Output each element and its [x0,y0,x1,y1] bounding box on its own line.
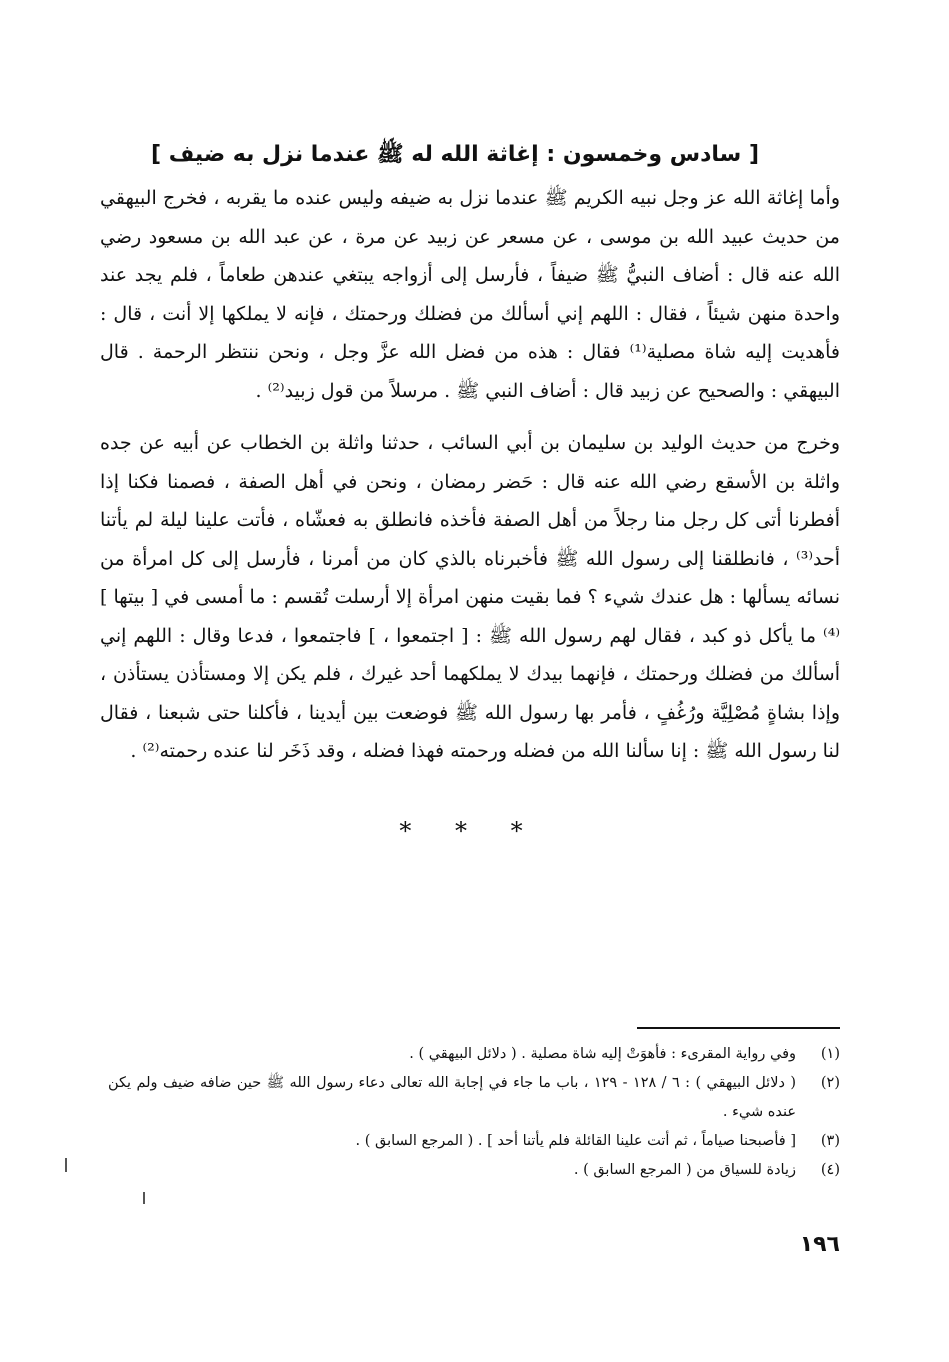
scan-mark [65,1158,67,1172]
chapter-title: [ سادس وخمسون : إغاثة الله له ﷺ عندما نزل به ضيف ] [150,142,759,167]
section-separator: * * * [399,816,541,845]
footnote-number: (٤) [820,1162,840,1178]
footnote-number: (١) [820,1046,840,1062]
page-number: ١٩٦ [799,1232,840,1257]
paragraph-2: وخرج من حديث الوليد بن سليمان بن أبي السائب ، حدثنا واثلة بن الخطاب عن أبيه عن جده واثلة بن الأسقع رضي الله عنه قال : حَضر رمضان ، ونحن في أهل الصفة ، فصمنا فكنا إذا أفطرنا أتى كل رجل منا رجلاً من أهل الصفة فأخذه فانطلق به فعشّاه ، فأتت علينا ليلة لم يأتنا أحد⁽³⁾ ، فانطلقنا إلى رسول الله ﷺ فأخبرناه بالذي كان من أمرنا ، فأرسل إلى كل امرأة من نسائه يسألها : هل عندك شيء ؟ فما بقيت منهن امرأة إلا أرسلت تُقسم : ما أمسى في [ بيتها ]⁽⁴⁾ ما يأكل ذو كبد ، فقال لهم رسول الله ﷺ : [ اجتمعوا ، ] فاجتمعوا ، فدعا وقال : اللهم إني أسألك من فضلك ورحمتك ، فإنهما بيدك لا يملكهما أحد غيرك ، فلم يكن إلا ومستأذن يستأذن ، وإذا بشاةٍ مُصْلِيَّة ورُغُفٍ ، فأمر بها رسول الله ﷺ فوضعت بين أيدينا ، فأكلنا حتى شبعنا ، فقال لنا رسول الله ﷺ : إنا سألنا الله من فضله ورحمته فهذا فضله ، وقد ذَخَر لنا عنده رحمته⁽²⁾ . [100,432,840,762]
footnote-number: (٣) [820,1133,840,1149]
footnote-text: وفي رواية المقرىء : فأهوَتْ إليه شاة مصلية . ( دلائل البيهقي ) . [409,1046,796,1062]
footnote-1 [108,1040,840,1069]
scan-mark [143,1192,145,1204]
paragraph-1: وأما إغاثة الله عز وجل نبيه الكريم ﷺ عندما نزل به ضيفه وليس عنده ما يقربه ، فخرج البيهقي من حديث عبيد الله بن موسى ، عن مسعر عن زبيد عن مرة ، عن عبد الله بن مسعود رضي الله عنه قال : أضاف النبيُّ ﷺ ضيفاً ، فأرسل إلى أزواجه يبتغي عندهن طعاماً ، فلم يجد عند واحدة منهن شيئاً ، فقال : اللهم إني أسألك من فضلك ورحمتك ، فإنه لا يملكها إلا أنت ، قال : فأهديت إليه شاة مصلية⁽¹⁾ فقال : هذه من فضل الله عزَّ وجل ، ونحن ننتظر الرحمة . قال البيهقي : والصحيح عن زبيد قال : أضاف النبي ﷺ . مرسلاً من قول زبيد⁽²⁾ . [100,187,840,402]
footnote-number: (٢) [820,1075,840,1091]
footnote-text: ( دلائل البيهقي ) : ٦ / ١٢٨ - ١٢٩ ، باب ما جاء في إجابة الله تعالى دعاء رسول الله ﷺ حين ضافه ضيف ولم يكن عنده شيء . [108,1075,796,1120]
footnote-4 [108,1156,840,1185]
footnote-3 [108,1127,840,1156]
footnote-text: [ فأصبحنا صياماً ، ثم أتت علينا القائلة فلم يأتنا أحد ] . ( المرجع السابق ) . [355,1133,796,1149]
footnote-divider [637,1027,840,1029]
footnotes [108,1040,840,1185]
footnote-2 [108,1069,840,1127]
footnote-text: زيادة للسياق من ( المرجع السابق ) . [573,1162,796,1178]
page-body [100,135,840,857]
